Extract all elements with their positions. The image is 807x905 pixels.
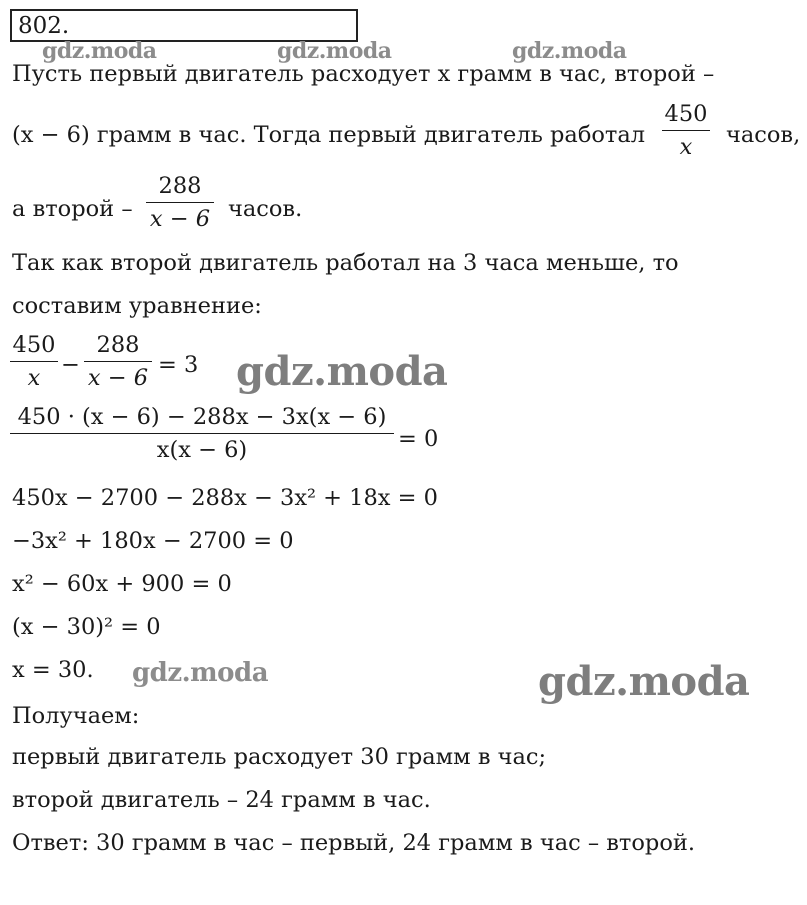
denominator: x [679,133,693,160]
equation-7: x = 30. [12,657,94,683]
equation-1-rhs: = 3 [158,352,199,378]
minus-sign: − [61,352,80,378]
result-line-2: первый двигатель расходует 30 грамм в час; [12,744,547,770]
text-line-1: Пусть первый двигатель расходует x грамм в час, второй – [12,61,715,87]
equation-3: 450x − 2700 − 288x − 3x² + 18x = 0 [12,485,438,511]
text-line-3b: часов. [228,196,303,222]
text-line-3a: а второй – [12,196,133,222]
numerator: 288 [96,332,140,358]
watermark: gdz.moda [42,38,157,64]
numerator: 450 [12,332,56,358]
denominator: x(x − 6) [156,436,248,463]
fraction-long [10,406,394,461]
watermark: gdz.moda [277,38,392,64]
watermark: gdz.moda [236,348,448,395]
result-line-3: второй двигатель – 24 грамм в час. [12,787,431,813]
numerator: 288 [158,173,202,199]
equation-2-rhs: = 0 [398,426,439,452]
text-line-4: Так как второй двигатель работал на 3 часа меньше, то [12,250,679,276]
fraction-288-x-6 [146,175,214,230]
denominator: x − 6 [149,205,211,232]
equation-6: (x − 30)² = 0 [12,614,161,640]
text-line-2b: часов, [726,122,801,148]
watermark: gdz.moda [132,658,269,688]
denominator: x − 6 [87,364,149,391]
answer-line: Ответ: 30 грамм в час – первый, 24 грамм в час – второй. [12,830,696,856]
watermark: gdz.moda [538,658,750,705]
watermark: gdz.moda [512,38,627,64]
denominator: x [27,364,41,391]
problem-number: 802. [18,13,70,39]
text-line-2a: (x − 6) грамм в час. Тогда первый двигатель работал [12,122,646,148]
equation-4: −3x² + 180x − 2700 = 0 [12,528,294,554]
fraction-288-x-6-eq [84,334,152,389]
result-line-1: Получаем: [12,703,140,729]
fraction-450-x [662,103,710,158]
numerator: 450 · (x − 6) − 288x − 3x(x − 6) [17,404,387,430]
fraction-450-x-eq [10,334,58,389]
numerator: 450 [664,101,708,127]
text-line-5: составим уравнение: [12,293,262,319]
equation-5: x² − 60x + 900 = 0 [12,571,232,597]
